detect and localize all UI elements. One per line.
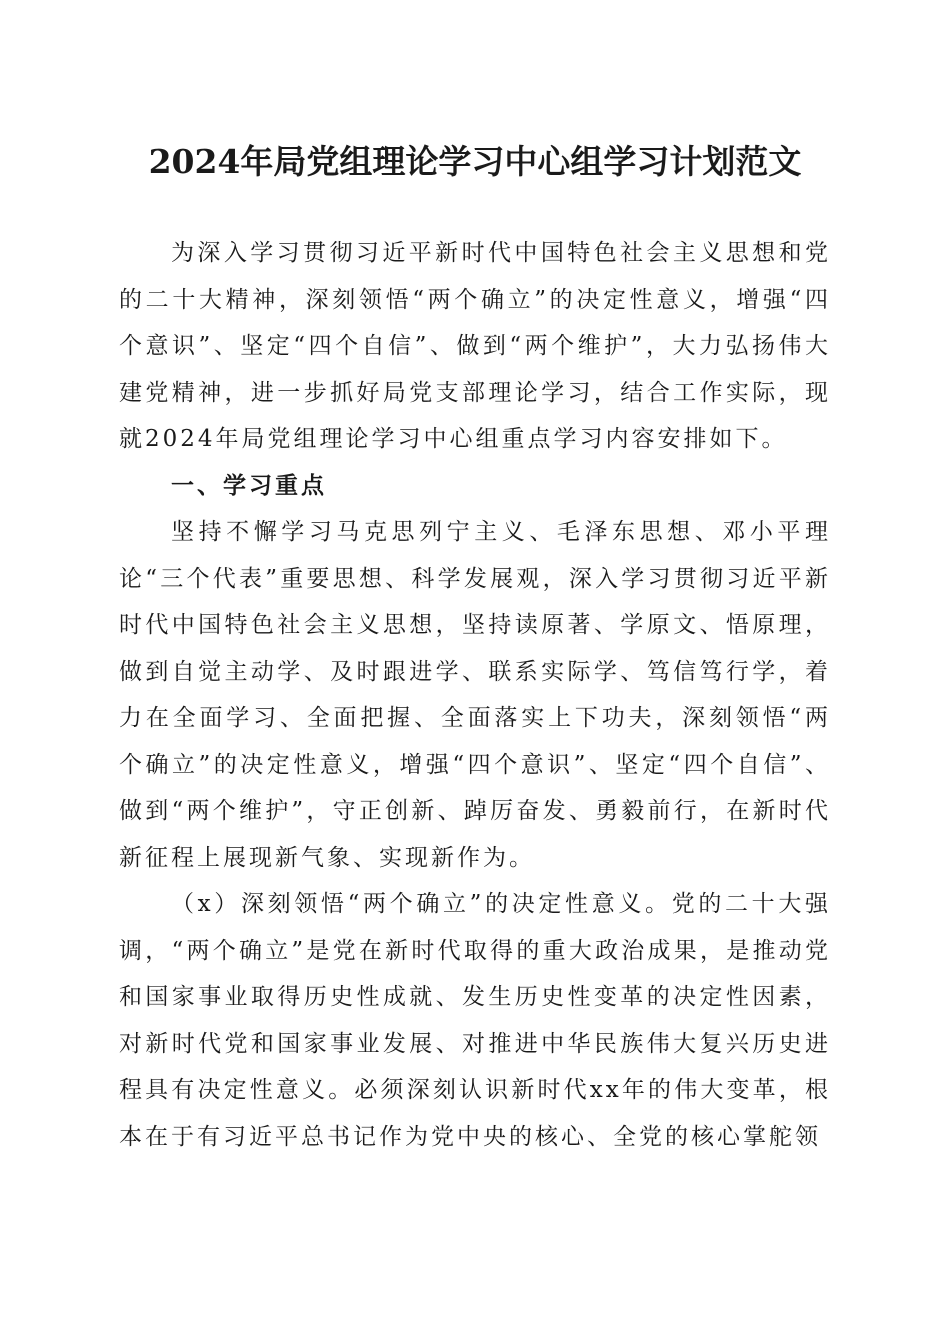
- subsection-paragraph: （x）深刻领悟“两个确立”的决定性意义。党的二十大强调，“两个确立”是党在新时代取得的重大政治成果，是推动党和国家事业取得历史性成就、发生历史性变革的决定性因素，对新时代党和国家事业发展、对推进中华民族伟大复兴历史进程具有决定性意义。必须深刻认识新时代xx年的伟大变革，根本在于有习近平总书记作为党中央的核心、全党的核心掌舵领: [119, 891, 831, 1150]
- section-heading-study-focus: 一、学习重点: [171, 472, 327, 499]
- document-body: [119, 230, 831, 1160]
- intro-paragraph: 为深入学习贯彻习近平新时代中国特色社会主义思想和党的二十大精神，深刻领悟“两个确立”的决定性意义，增强“四个意识”、坚定“四个自信”、做到“两个维护”，大力弘扬伟大建党精神，进一步抓好局党支部理论学习，结合工作实际，现就2024年局党组理论学习中心组重点学习内容安排如下。: [119, 240, 831, 452]
- study-focus-paragraph: 坚持不懈学习马克思列宁主义、毛泽东思想、邓小平理论“三个代表”重要思想、科学发展观，深入学习贯彻习近平新时代中国特色社会主义思想，坚持读原著、学原文、悟原理，做到自觉主动学、及时跟进学、联系实际学、笃信笃行学，着力在全面学习、全面把握、全面落实上下功夫，深刻领悟“两个确立”的决定性意义，增强“四个意识”、坚定“四个自信”、做到“两个维护”，守正创新、踔厉奋发、勇毅前行，在新时代新征程上展现新气象、实现新作为。: [119, 519, 831, 871]
- document-title: 2024年局党组理论学习中心组学习计划范文: [148, 142, 802, 181]
